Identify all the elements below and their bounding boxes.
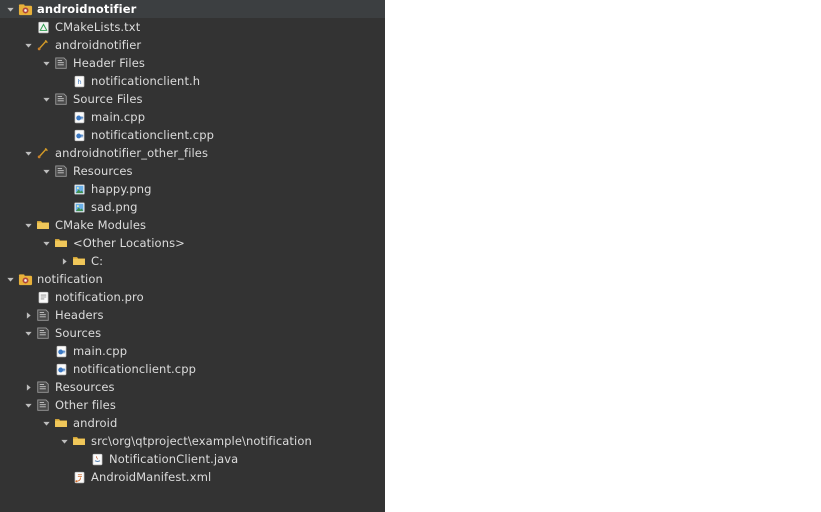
project-tree-panel[interactable] [0, 0, 385, 512]
tree-item-label: notificationclient.cpp [73, 362, 197, 376]
tree-item-label: Other files [55, 398, 116, 412]
tree-arrow-placeholder [58, 180, 71, 198]
tree-item[interactable] [0, 234, 385, 252]
tree-item[interactable] [0, 54, 385, 72]
tree-item-label: NotificationClient.java [109, 452, 239, 466]
chevron-right-icon[interactable] [22, 378, 35, 396]
tree-item[interactable] [0, 36, 385, 54]
tree-item[interactable] [0, 468, 385, 486]
chevron-down-icon[interactable] [22, 144, 35, 162]
tree-indent [4, 171, 40, 172]
tree-arrow-placeholder [58, 126, 71, 144]
cmake-file-icon [35, 18, 51, 36]
svg-text:h: h [76, 77, 82, 86]
tree-item-label: Source Files [73, 92, 143, 106]
chevron-down-icon[interactable] [22, 396, 35, 414]
tree-indent [4, 117, 58, 118]
chevron-down-icon[interactable] [40, 162, 53, 180]
tree-arrow-placeholder [22, 18, 35, 36]
tree-item[interactable] [0, 288, 385, 306]
tree-item-label: androidnotifier_other_files [55, 146, 209, 160]
folder-icon [71, 252, 87, 270]
tree-item-label: happy.png [91, 182, 152, 196]
tree-indent [4, 27, 22, 28]
tree-item[interactable] [0, 270, 385, 288]
tree-item[interactable] [0, 252, 385, 270]
tree-item-label: notificationclient.cpp [91, 128, 215, 142]
tree-item-label: Headers [55, 308, 104, 322]
target-icon [35, 144, 51, 162]
java-file-icon [89, 450, 105, 468]
tree-indent [4, 45, 22, 46]
tree-item[interactable] [0, 90, 385, 108]
chevron-right-icon[interactable] [58, 252, 71, 270]
tree-item-label: C: [91, 254, 104, 268]
tree-item[interactable] [0, 162, 385, 180]
tree-item[interactable] [0, 342, 385, 360]
tree-indent [4, 243, 40, 244]
tree-indent [4, 459, 76, 460]
tree-item-label: <Other Locations> [73, 236, 185, 250]
tree-item[interactable] [0, 360, 385, 378]
tree-indent [4, 63, 40, 64]
chevron-down-icon[interactable] [4, 270, 17, 288]
cpp-file-icon [53, 342, 69, 360]
tree-item[interactable] [0, 414, 385, 432]
chevron-down-icon[interactable] [22, 216, 35, 234]
image-file-icon [71, 198, 87, 216]
tree-item[interactable] [0, 378, 385, 396]
tree-item-label: androidnotifier [37, 2, 137, 16]
chevron-down-icon[interactable] [22, 324, 35, 342]
tree-indent [4, 369, 40, 370]
tree-item-label: main.cpp [73, 344, 128, 358]
project-icon [17, 0, 33, 18]
tree-item[interactable] [0, 306, 385, 324]
tree-item[interactable] [0, 396, 385, 414]
tree-indent [4, 423, 40, 424]
chevron-down-icon[interactable] [58, 432, 71, 450]
folder-icon [35, 216, 51, 234]
cpp-file-icon [71, 108, 87, 126]
tree-item-label: Resources [73, 164, 133, 178]
tree-item[interactable] [0, 216, 385, 234]
tree-arrow-placeholder [40, 360, 53, 378]
tree-item-label: AndroidManifest.xml [91, 470, 212, 484]
tree-indent [4, 297, 22, 298]
tree-arrow-placeholder [58, 198, 71, 216]
tree-arrow-placeholder [22, 288, 35, 306]
tree-item-label: src\org\qtproject\example\notification [91, 434, 312, 448]
tree-arrow-placeholder [76, 450, 89, 468]
chevron-down-icon[interactable] [22, 36, 35, 54]
chevron-down-icon[interactable] [40, 54, 53, 72]
tree-item[interactable] [0, 324, 385, 342]
tree-arrow-placeholder [58, 72, 71, 90]
tree-item-label: Sources [55, 326, 102, 340]
chevron-down-icon[interactable] [40, 90, 53, 108]
tree-arrow-placeholder [58, 468, 71, 486]
pro-file-icon [35, 288, 51, 306]
folder-virtual-icon [35, 396, 51, 414]
chevron-down-icon[interactable] [4, 0, 17, 18]
tree-item-label: android [73, 416, 118, 430]
folder-icon [53, 234, 69, 252]
tree-item-label: Header Files [73, 56, 145, 70]
tree-item[interactable] [0, 18, 385, 36]
tree-item-label: notificationclient.h [91, 74, 201, 88]
tree-indent [4, 351, 40, 352]
tree-indent [4, 405, 22, 406]
chevron-down-icon[interactable] [40, 234, 53, 252]
tree-arrow-placeholder [40, 342, 53, 360]
tree-indent [4, 135, 58, 136]
tree-item[interactable] [0, 450, 385, 468]
tree-indent [4, 333, 22, 334]
tree-indent [4, 315, 22, 316]
xml-file-icon [71, 468, 87, 486]
folder-virtual-icon [53, 54, 69, 72]
image-file-icon [71, 180, 87, 198]
project-icon [17, 270, 33, 288]
tree-item-label: sad.png [91, 200, 138, 214]
tree-indent [4, 153, 22, 154]
tree-item-label: notification.pro [55, 290, 144, 304]
tree-item[interactable] [0, 198, 385, 216]
tree-item-label: Resources [55, 380, 115, 394]
tree-item[interactable] [0, 432, 385, 450]
tree-indent [4, 99, 40, 100]
folder-virtual-icon [35, 378, 51, 396]
tree-item[interactable] [0, 126, 385, 144]
folder-icon [71, 432, 87, 450]
tree-item[interactable] [0, 0, 385, 18]
tree-item-label: CMake Modules [55, 218, 147, 232]
cpp-file-icon [53, 360, 69, 378]
tree-indent [4, 387, 22, 388]
tree-item[interactable] [0, 72, 385, 90]
tree-indent [4, 81, 58, 82]
tree-indent [4, 477, 58, 478]
editor-area [385, 0, 821, 512]
folder-icon [53, 414, 69, 432]
chevron-down-icon[interactable] [40, 414, 53, 432]
tree-indent [4, 207, 58, 208]
tree-indent [4, 441, 58, 442]
tree-indent [4, 189, 58, 190]
folder-virtual-icon [35, 306, 51, 324]
tree-indent [4, 261, 58, 262]
folder-virtual-icon [53, 162, 69, 180]
cpp-file-icon [71, 126, 87, 144]
folder-virtual-icon [53, 90, 69, 108]
tree-item[interactable] [0, 144, 385, 162]
tree-item[interactable] [0, 180, 385, 198]
folder-virtual-icon [35, 324, 51, 342]
tree-item-label: notification [37, 272, 103, 286]
header-file-icon [71, 72, 87, 90]
tree-item-label: CMakeLists.txt [55, 20, 141, 34]
tree-item-label: androidnotifier [55, 38, 142, 52]
chevron-right-icon[interactable] [22, 306, 35, 324]
tree-item[interactable] [0, 108, 385, 126]
tree-item-label: main.cpp [91, 110, 146, 124]
tree-indent [4, 225, 22, 226]
tree-arrow-placeholder [58, 108, 71, 126]
target-icon [35, 36, 51, 54]
